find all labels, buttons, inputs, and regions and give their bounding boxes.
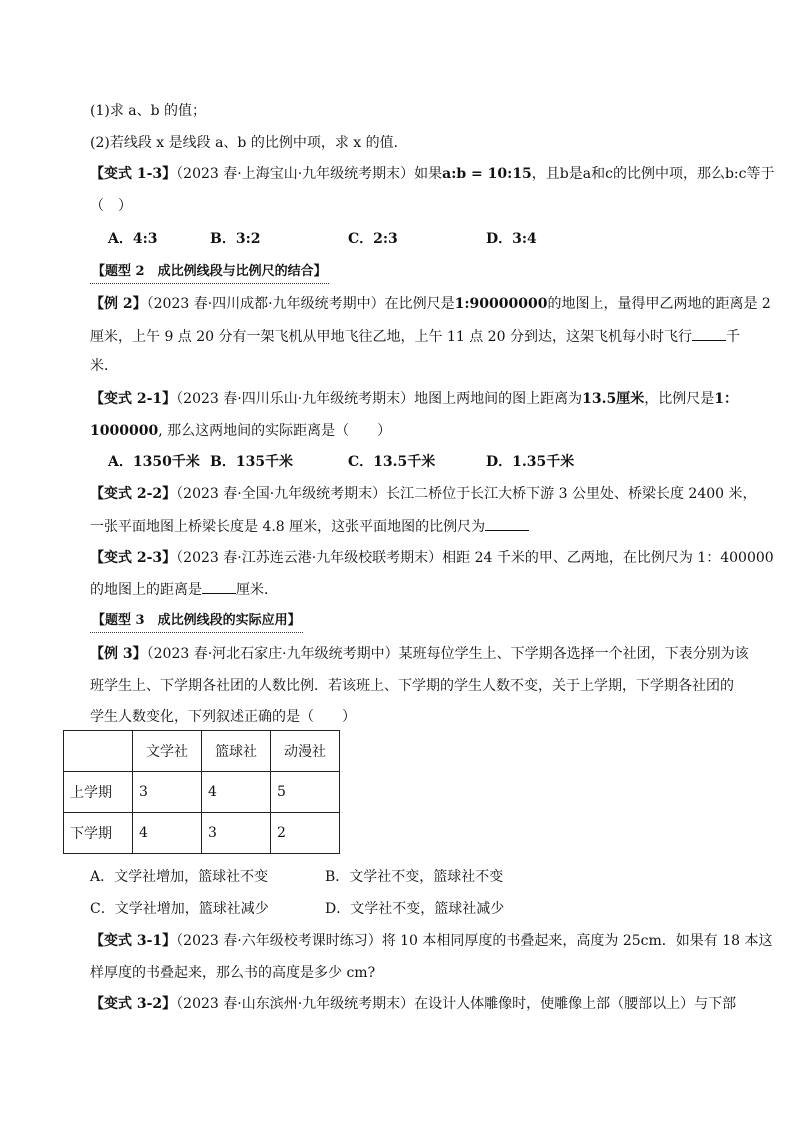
table-row [64,813,340,854]
table-cell: 3 [133,772,202,813]
variant-tag: 【变式 2-1】 [90,391,177,407]
variant-text: （2023 春·六年级校考课时练习）将 10 本相同厚度的书叠起来，高度为 25cm．如果有 18 本这 [176,933,773,949]
table-cell: 4 [133,813,202,854]
option-a: A．1350千米 [108,454,200,470]
blank-line [202,579,236,594]
scale-value: 1:90000000 [454,296,548,312]
variant-2-2 [90,484,757,504]
table-header-row [64,731,340,772]
example-3-line-2: 班学生上、下学期各社团的人数比例．若该班上、下学期的学生人数不变，关于上学期，下学期各社团的 [90,678,734,694]
example-2 [90,294,771,314]
example-text-2: 的地图上，量得甲乙两地的距离是 2 [547,296,771,312]
variant-2-2-line-2 [90,516,529,537]
example-text-3: 厘米，上午 9 点 20 分有一架飞机从甲地飞往乙地，上午 11 点 20 分到达，这架飞机每小时飞行 [90,329,692,345]
option-d: D．3:4 [486,231,537,247]
scale-part-1: 1： [714,391,739,407]
example-2-line-3: 米． [90,358,118,374]
option-c: C．13.5千米 [348,454,436,470]
question-part-2: (2)若线段 x 是线段 a、b 的比例中项，求 x 的值． [90,135,408,151]
example-text: （2023 春·河北石家庄·九年级统考期中）某班每位学生上、下学期各选择一个社团，下表分别为该 [146,646,749,662]
variant-2-1 [90,389,738,409]
variant-tag: 【变式 2-3】 [90,550,177,566]
variant-3-1 [90,931,773,951]
variant-2-3-line-2 [90,579,278,600]
question-part-1: (1)求 a、b 的值； [90,103,207,119]
table-cell: 2 [271,813,340,854]
variant-1-3 [90,164,774,184]
variant-2-3 [90,548,774,568]
section-heading-2: 【题型 2 成比例线段与比例尺的结合】 [92,264,327,279]
variant-2-1-line-2 [90,421,391,441]
unit-text: 千 [725,329,740,345]
table-cell: 5 [271,772,340,813]
option-a: A．文学社增加，篮球社不变 [90,869,269,885]
option-a: A．4:3 [108,231,158,247]
answer-paren: （ ） [90,198,132,214]
blank-line [692,326,726,341]
scale-part-2: 1000000 [90,423,159,439]
table-header-cell: 篮球社 [202,731,271,772]
table-header-cell [64,731,133,772]
club-ratio-table [63,730,340,854]
option-c: C．文学社增加，篮球社减少 [90,901,269,917]
variant-text-3: 厘米． [236,582,278,598]
table-cell: 下学期 [64,813,133,854]
variant-text: （2023 春·全国·九年级统考期末）长江二桥位于长江大桥下游 3 公里处、桥梁长度 2400 米， [176,486,757,502]
option-b: B．135千米 [210,454,294,470]
option-d: D．文学社不变，篮球社减少 [325,901,505,917]
table-cell: 4 [202,772,271,813]
variant-text: （2023 春·山东滨州·九年级统考期末）在设计人体雕像时，使雕像上部（腰部以上）与下部 [176,996,737,1012]
table-header-cell: 动漫社 [271,731,340,772]
variant-tag: 【变式 2-2】 [90,486,177,502]
variant-tag: 【变式 3-1】 [90,933,177,949]
variant-text: （2023 春·上海宝山·九年级统考期末）如果 [176,166,443,182]
variant-tag: 【变式 1-3】 [90,166,177,182]
variant-3-2 [90,994,736,1014]
variant-text: （2023 春·四川乐山·九年级统考期末）地图上两地间的图上距离为 [176,391,583,407]
ratio-expression: a:b = 10:15 [442,166,532,182]
table-row [64,772,340,813]
blank-line [485,516,529,531]
variant-text-3: , 那么这两地间的实际距离是（ ） [158,423,392,439]
variant-tag: 【变式 3-2】 [90,996,177,1012]
variant-text-2: ，比例尺是 [644,391,715,407]
table-header-cell: 文学社 [133,731,202,772]
table-cell: 上学期 [64,772,133,813]
example-tag: 【例 2】 [90,296,147,312]
variant-text: （2023 春·江苏连云港·九年级校联考期末）相距 24 千米的甲、乙两地，在比例尺为 1：400000 [176,550,774,566]
option-b: B．文学社不变，篮球社不变 [325,869,504,885]
example-3 [90,644,749,664]
option-c: C．2:3 [348,231,398,247]
option-b: B．3:2 [210,231,261,247]
example-tag: 【例 3】 [90,646,147,662]
variant-text-2: 一张平面地图上桥梁长度是 4.8 厘米，这张平面地图的比例尺为 [90,519,486,535]
variant-text-2: ，且b是a和c的比例中项，那么b:c等于 [531,166,775,182]
distance-value: 13.5厘米 [582,391,645,407]
example-2-line-2 [90,326,740,347]
variant-3-1-line-2: 样厚度的书叠起来，那么书的高度是多少 cm? [90,965,376,981]
example-3-line-3: 学生人数变化，下列叙述正确的是（ ） [90,709,356,725]
table-cell: 3 [202,813,271,854]
example-text: （2023 春·四川成都·九年级统考期中）在比例尺是 [146,296,455,312]
section-heading-3: 【题型 3 成比例线段的实际应用】 [92,613,301,628]
option-d: D．1.35千米 [486,454,575,470]
variant-text-2: 的地图上的距离是 [90,582,202,598]
